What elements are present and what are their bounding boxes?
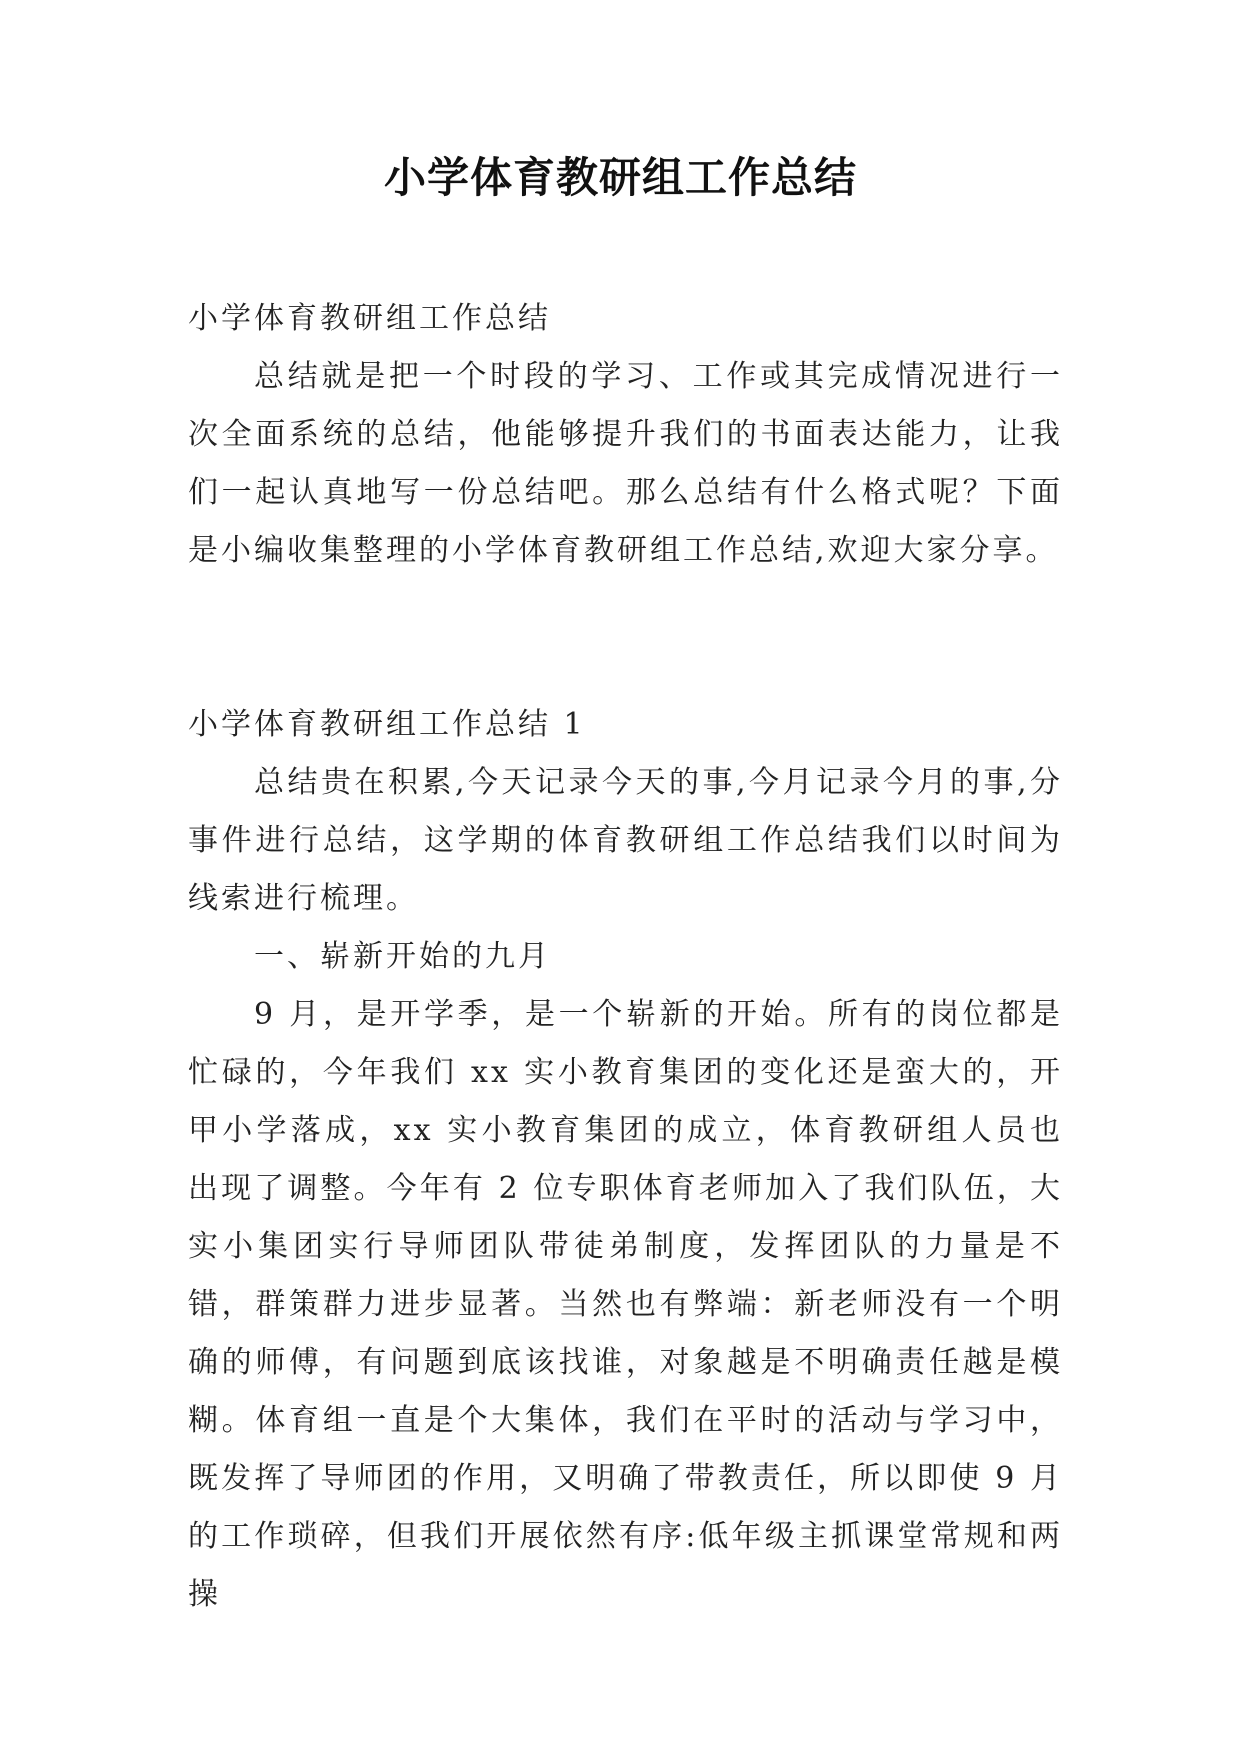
section-paragraph: 9 月，是开学季，是一个崭新的开始。所有的岗位都是忙碌的，今年我们 xx 实小教育集团的变化还是蛮大的，开甲小学落成，xx 实小教育集团的成立，体育教研组人员也出现了调整。今年有 2 位专职体育老师加入了我们队伍，大实小集团实行导师团队带徒弟制度，发挥团队的力量是不错，群策群力进步显著。当然也有弊端：新老师没有一个明确的师傅，有问题到底该找谁，对象越是不明确责任越是模糊。体育组一直是个大集体，我们在平时的活动与学习中，既发挥了导师团的作用，又明确了带教责任，所以即使 9 月的工作琐碎，但我们开展依然有序:低年级主抓课堂常规和两操 (188, 997, 1063, 1612)
section-spacer (188, 580, 1063, 696)
subsection-heading: 一、崭新开始的九月 (254, 939, 551, 974)
section-heading: 小学体育教研组工作总结 1 (188, 707, 586, 742)
intro-paragraph: 总结就是把一个时段的学习、工作或其完成情况进行一次全面系统的总结，他能够提升我们的书面表达能力，让我们一起认真地写一份总结吧。那么总结有什么格式呢？下面是小编收集整理的小学体育教研组工作总结,欢迎大家分享。 (188, 359, 1063, 568)
section-paragraph: 总结贵在积累,今天记录今天的事,今月记录今月的事,分事件进行总结，这学期的体育教研组工作总结我们以时间为线索进行梳理。 (188, 765, 1063, 916)
document-body (188, 290, 1063, 1624)
document-subtitle: 小学体育教研组工作总结 (188, 301, 551, 336)
document-title: 小学体育教研组工作总结 (383, 153, 857, 202)
